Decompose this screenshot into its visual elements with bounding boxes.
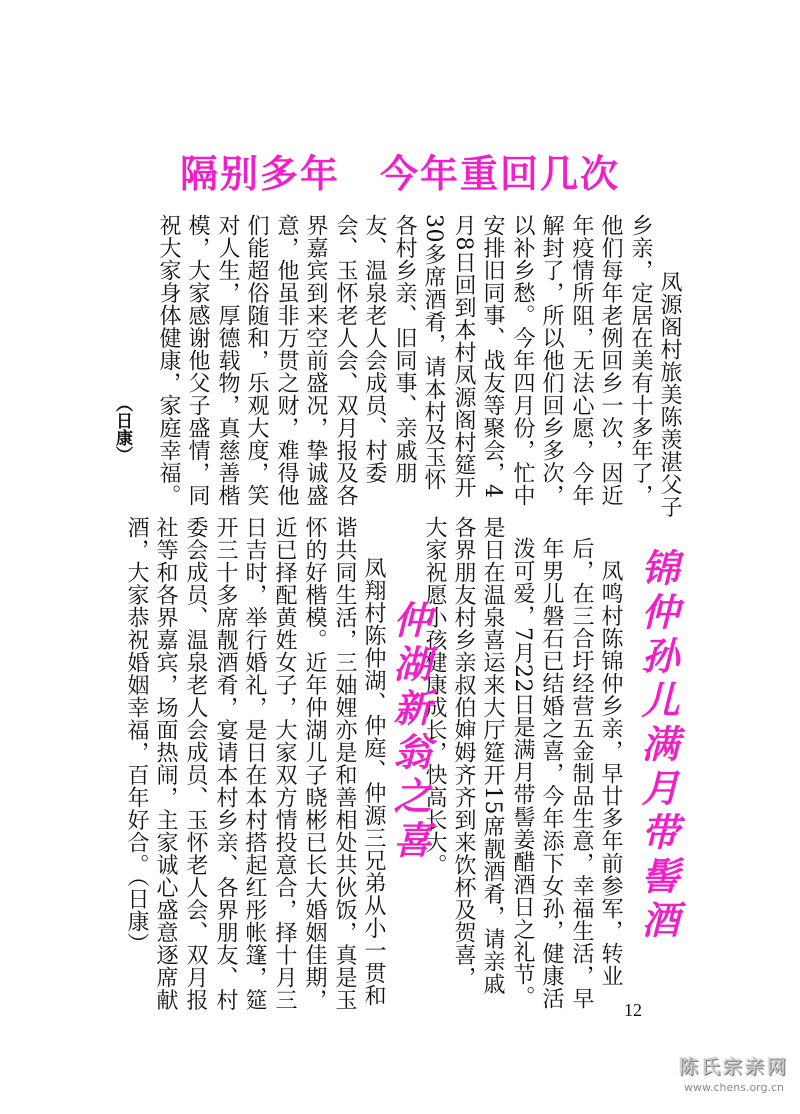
article2-column: 大家祝愿小孩健康成长，快高长大。 — [422, 516, 447, 876]
article2-column: 年男儿磐石已结婚之喜，今年添下女孙，健康活 — [539, 537, 564, 1010]
article1-column: 以补乡愁。今年四月份，忙中 — [510, 214, 535, 507]
article2-title: 锦仲孙儿满月带髻酒 — [635, 548, 679, 944]
article1-column: 年疫情所阻，无法心愿，今年 — [569, 214, 594, 507]
article2-column: 各界朋友村乡亲叔伯婶姆齐齐到来饮杯及贺喜， — [451, 516, 476, 989]
article1-column: 界嘉宾到来空前盛况，挚诚盛 — [303, 214, 328, 507]
article1-column: 解封了，所以他们回乡多次， — [539, 214, 564, 507]
article2-column: 后，在三合圩经营五金制品生意，幸福生活，早 — [569, 537, 594, 1010]
article3-column: 凤翔村陈仲湖、仲庭、仲源三兄弟从小一贯和 — [361, 534, 386, 1007]
watermark-site-name: 陈氏宗亲网 — [678, 1056, 789, 1078]
article1-column: 祝大家身体健康，家庭幸福。 — [156, 214, 181, 507]
article1-title: 隔别多年 今年重回几次 — [179, 152, 620, 196]
article1-column: 各村乡亲、旧同事、亲戚朋 — [392, 214, 417, 484]
watermark-url: www.chens.org.cn — [683, 1081, 785, 1094]
article1-column: 他们每年老例回乡一次，因近 — [598, 214, 623, 507]
article3-column: 酒，大家恭祝婚姻幸福，百年好合。（日康） — [124, 516, 149, 955]
article1-column: 凤源阁村旅美陈羡湛父子 — [657, 248, 682, 518]
article2-column: 凤鸣村陈锦仲乡亲，早廿多年前参军，转业 — [598, 537, 623, 987]
article2-column: 泼可爱，7月22日是满月带髻姜醋酒日之礼节。 — [510, 537, 535, 1008]
article3-column: 委会成员、温泉老人会成员、玉怀老人会、双月报 — [183, 516, 208, 1011]
article1-column: 乡亲，定居在美有十多年了， — [628, 214, 653, 507]
article3-column: 开三十多席靓酒肴，宴请本村乡亲、各界朋友、村 — [213, 516, 238, 1011]
article3-title: 仲湖新翁之喜 — [387, 600, 431, 864]
article1-column: 模，大家感谢他父子盛情，同 — [185, 214, 210, 507]
article1-column: 30多席酒肴，请本村及玉怀 — [421, 214, 446, 491]
article1-column: 友、温泉老人会成员、村委 — [362, 214, 387, 484]
article3-column: 日吉时，举行婚礼，是日在本村搭起红彤帐篷，筵 — [242, 516, 267, 1011]
article3-column: 怀的好楷模。近年仲湖儿子晓彬已长大婚姻佳期， — [302, 516, 327, 1011]
article1-column: 安排旧同事、战友等聚会，4 — [480, 214, 505, 499]
article1-column: 对人生，厚德载物，真慈善楷 — [215, 214, 240, 507]
site-watermark — [670, 1052, 798, 1110]
article1-column: 意，他虽非万贯之财，难得他 — [274, 214, 299, 507]
article3-column: 谐共同生活，三妯娌亦是和善相处共伙饭，真是玉 — [332, 516, 357, 1011]
page-number: 12 — [624, 1000, 642, 1020]
article1-column: 们能超俗随和，乐观大度，笑 — [244, 214, 269, 507]
article1-column: 会、玉怀老人会、双月报及各 — [333, 214, 358, 507]
article1-signature: （日康） — [112, 395, 132, 463]
article3-column: 近已择配黄姓女子，大家双方情投意合，择十月三 — [272, 516, 297, 1011]
article3-column: 社等和各界嘉宾，场面热闹，主家诚心盛意逐席献 — [153, 516, 178, 1011]
article2-column: 是日在温泉喜运来大厅筵开15席靓酒肴，请亲戚 — [480, 516, 505, 995]
article1-column: 月8日回到本村凤源阁村筵开 — [451, 214, 476, 499]
